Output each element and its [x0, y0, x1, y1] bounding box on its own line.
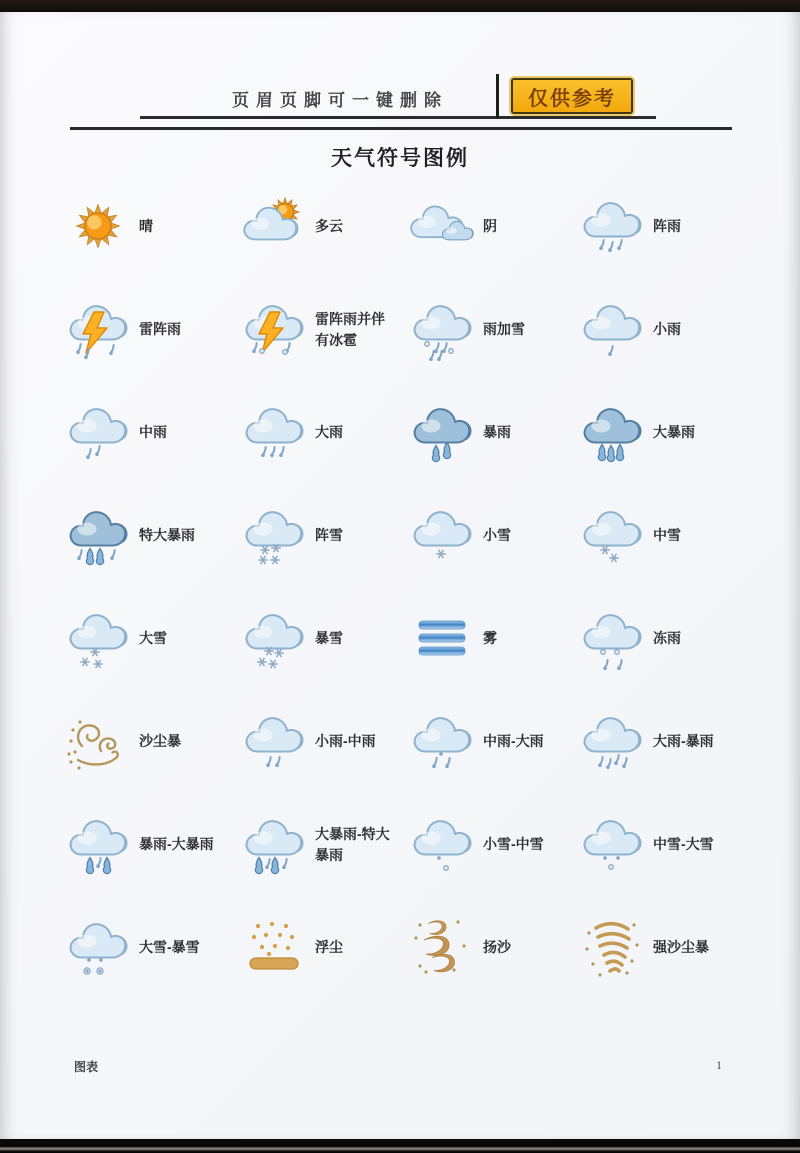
legend-item — [242, 793, 410, 896]
cloud-snowstorm-icon — [242, 607, 306, 671]
legend-item — [66, 381, 242, 484]
legend-item-label: 大暴雨-特大暴雨 — [315, 826, 390, 863]
legend-item — [580, 381, 742, 484]
legend-item — [410, 896, 580, 999]
cloud-snow-heavy-icon — [66, 607, 130, 671]
cloud-snow-light-moderate-icon — [410, 813, 474, 877]
legend-item-label: 雨加雪 — [483, 321, 525, 338]
cloud-rain-moderate-icon — [66, 401, 130, 465]
cloud-shower-rain-icon — [580, 195, 644, 259]
legend-item — [242, 587, 410, 690]
legend-item-label: 中雪 — [653, 527, 681, 544]
legend-item-label: 暴雨 — [483, 424, 511, 441]
legend-item — [242, 381, 410, 484]
cloud-rainstorm-severe-icon — [66, 504, 130, 568]
legend-item — [410, 690, 580, 793]
legend-item-label: 强沙尘暴 — [653, 939, 709, 956]
cloud-snow-moderate-heavy-icon — [580, 813, 644, 877]
legend-item-label: 暴雪 — [315, 630, 343, 647]
legend-item-label: 小雪 — [483, 527, 511, 544]
cloud-snow-heavy-storm-icon — [66, 916, 130, 980]
legend-item-label: 大雨 — [315, 424, 343, 441]
legend-item-label: 中雨 — [139, 424, 167, 441]
legend-item-label: 暴雨-大暴雨 — [139, 836, 214, 853]
cloud-rain-light-icon — [580, 298, 644, 362]
cloud-thunder-rain-icon — [66, 298, 130, 362]
legend-item-label: 大暴雨 — [653, 424, 695, 441]
legend-item — [242, 484, 410, 587]
legend-item-label: 浮尘 — [315, 939, 343, 956]
cloud-rain-heavy-icon — [242, 401, 306, 465]
severe-sandstorm-icon — [580, 916, 644, 980]
legend-item — [410, 587, 580, 690]
legend-item-label: 小雪-中雪 — [483, 836, 544, 853]
overcast-clouds-icon — [410, 195, 474, 259]
header-underline — [140, 116, 656, 119]
legend-item-label: 大雪-暴雪 — [139, 939, 200, 956]
cloud-rainstorm-heavy-to-severe-icon — [242, 813, 306, 877]
weather-legend-grid — [66, 175, 742, 999]
legend-item — [580, 484, 742, 587]
legend-item-label: 冻雨 — [653, 630, 681, 647]
header-rule — [70, 127, 732, 130]
legend-item — [66, 793, 242, 896]
legend-item-label: 扬沙 — [483, 939, 511, 956]
page-title: 天气符号图例 — [331, 147, 469, 170]
legend-item — [66, 484, 242, 587]
legend-item — [580, 690, 742, 793]
legend-item — [580, 587, 742, 690]
sun-behind-cloud-icon — [242, 195, 306, 259]
floating-dust-icon — [242, 916, 306, 980]
legend-item — [410, 793, 580, 896]
legend-item-label: 中雨-大雨 — [483, 733, 544, 750]
legend-item-label: 沙尘暴 — [139, 733, 181, 750]
legend-item-label: 雷阵雨并伴有冰雹 — [315, 311, 385, 348]
cloud-rainstorm-heavy-icon — [580, 401, 644, 465]
legend-item-label: 阵雪 — [315, 527, 343, 544]
legend-item-label: 阴 — [483, 218, 497, 235]
legend-item — [66, 690, 242, 793]
legend-item — [242, 896, 410, 999]
legend-item — [242, 175, 410, 278]
video-frame-bottom-bar — [0, 1139, 800, 1153]
legend-item-label: 雷阵雨 — [139, 321, 181, 338]
cloud-rainstorm-icon — [410, 401, 474, 465]
header-divider-line — [496, 74, 499, 119]
legend-item-label: 中雪-大雪 — [653, 836, 714, 853]
cloud-snow-light-icon — [410, 504, 474, 568]
blowing-sand-icon — [410, 916, 474, 980]
legend-item-label: 小雨 — [653, 321, 681, 338]
page-number: 1 — [716, 1058, 722, 1072]
cloud-rain-moderate-heavy-icon — [410, 710, 474, 774]
legend-item — [66, 278, 242, 381]
legend-item — [410, 381, 580, 484]
cloud-snow-shower-icon — [242, 504, 306, 568]
legend-item — [66, 587, 242, 690]
legend-item-label: 小雨-中雨 — [315, 733, 376, 750]
header-note: 页眉页脚可一键删除 — [232, 91, 448, 110]
cloud-rain-light-moderate-icon — [242, 710, 306, 774]
legend-item — [66, 896, 242, 999]
legend-item — [242, 278, 410, 381]
legend-item-label: 大雪 — [139, 630, 167, 647]
legend-item — [580, 896, 742, 999]
legend-item-label: 特大暴雨 — [139, 527, 195, 544]
legend-item — [410, 484, 580, 587]
legend-item-label: 多云 — [315, 218, 343, 235]
legend-item — [242, 690, 410, 793]
legend-item — [580, 793, 742, 896]
legend-item — [410, 278, 580, 381]
cloud-snow-moderate-icon — [580, 504, 644, 568]
reference-only-badge-label: 仅供参考 — [528, 87, 616, 110]
legend-item — [66, 175, 242, 278]
sun-icon — [66, 195, 130, 259]
document-page — [0, 12, 800, 1139]
cloud-thunder-hail-icon — [242, 298, 306, 362]
legend-item — [410, 175, 580, 278]
cloud-rain-heavy-storm-icon — [580, 710, 644, 774]
legend-item-label: 雾 — [483, 630, 497, 647]
legend-item — [580, 175, 742, 278]
reference-only-badge — [511, 78, 633, 114]
cloud-freezing-rain-icon — [580, 607, 644, 671]
sandstorm-wind-icon — [66, 710, 130, 774]
fog-icon — [410, 607, 474, 671]
video-frame-top-bar — [0, 0, 800, 12]
legend-item-label: 大雨-暴雨 — [653, 733, 714, 750]
legend-item-label: 晴 — [139, 218, 153, 235]
legend-item-label: 阵雨 — [653, 218, 681, 235]
cloud-rainstorm-to-heavy-icon — [66, 813, 130, 877]
cloud-rain-snow-mix-icon — [410, 298, 474, 362]
footer-caption: 图表 — [74, 1060, 99, 1074]
legend-item — [580, 278, 742, 381]
